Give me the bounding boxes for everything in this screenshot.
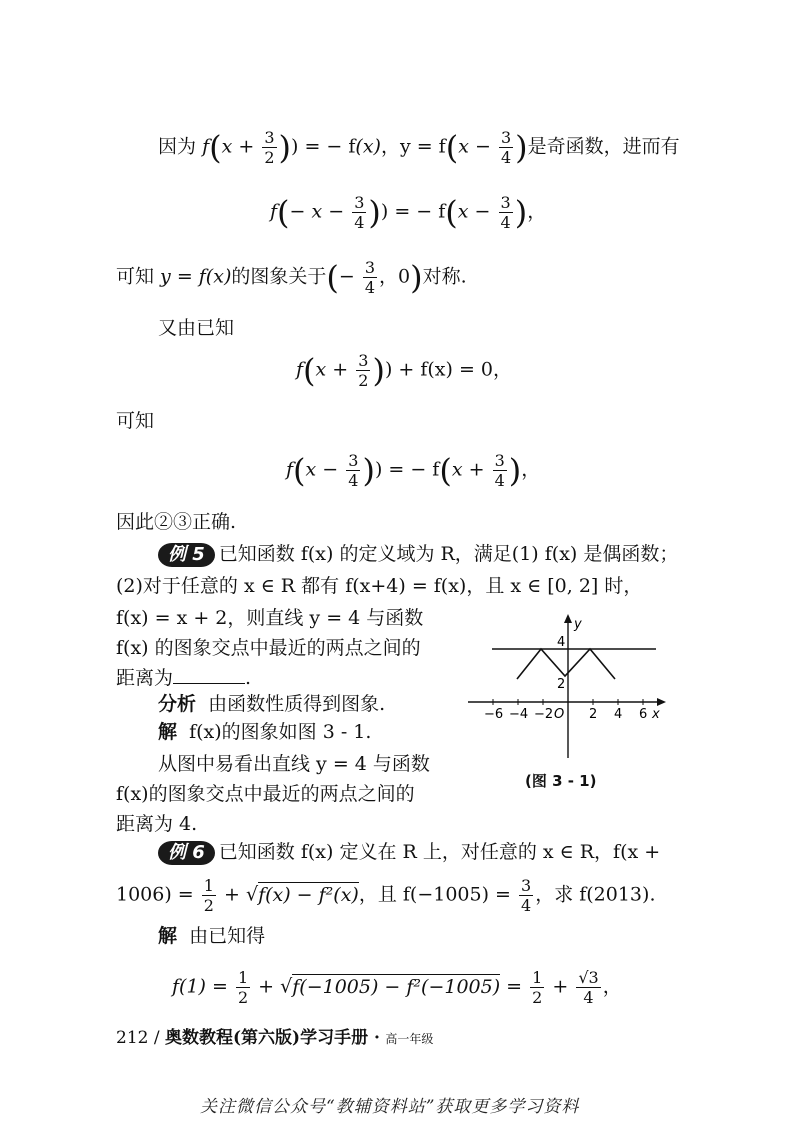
figure-caption: (图 3 - 1) — [525, 772, 597, 790]
book-title: 奥数教程(第六版)学习手册 · — [165, 1028, 380, 1048]
tick-label-y-2: 2 — [557, 677, 566, 692]
tick-label-x: 2 — [589, 707, 598, 722]
math-x-plus: x + — [221, 135, 255, 158]
analysis-line: 分析 由函数性质得到图象. — [158, 693, 386, 715]
tick-label-x: −2 — [534, 707, 554, 722]
text-line-6: 可知 — [116, 410, 155, 432]
example-5-line-4: f(x) 的图象交点中最近的两点之间的 — [116, 637, 421, 659]
text-segment: 因为 — [158, 135, 197, 158]
solution-5-line-1: 解 f(x)的图象如图 3 - 1. — [158, 721, 372, 743]
equation-4: f(1) = $\frac{1}{2}$ + √f(−1005) − f²(−1005) = $\frac{1}{2}$ + $\frac{√3}{4}$ ， — [172, 968, 622, 1007]
equation-2: f(x + $\frac{3}{2}$ )) + f(x) = 0， — [296, 351, 513, 390]
x-axis-arrow — [657, 698, 666, 706]
example-5-badge: 例 5 — [158, 543, 215, 567]
solution-5-line-2: 从图中易看出直线 y = 4 与函数 — [158, 753, 430, 775]
example-5-line-2: (2)对于任意的 x ∈ R 都有 f(x+4) = f(x)，且 x ∈ [0, 2] 时， — [116, 575, 643, 597]
example-6-badge: 例 6 — [158, 841, 215, 865]
tick-label-y-4: 4 — [557, 635, 566, 650]
answer-blank — [173, 665, 245, 684]
watermark-text: 关注微信公众号“教辅资料站”获取更多学习资料 — [200, 1097, 580, 1117]
text-line-1: 因为 f(x + $\frac{3}{2}$ )) = − f(x)，y = f(x − $\frac{3}{4}$ )是奇函数，进而有 — [158, 128, 680, 167]
solution-5-line-3: f(x)的图象交点中最近的两点之间的 — [116, 783, 415, 805]
page-footer — [116, 1023, 433, 1048]
tick-label-x: −6 — [484, 707, 504, 722]
axis-label-y: y — [574, 617, 582, 632]
example-6-line-2: 1006) = $\frac{1}{2}$ + √f(x) − f²(x)，且 f(−1005) = $\frac{3}{4}$ ，求 f(2013). — [116, 876, 656, 915]
page-number: 212 / — [116, 1028, 160, 1048]
text-line-3: 可知 y = f(x)的图象关于(− $\frac{3}{4}$ ，0)对称. — [116, 258, 467, 297]
text-line-4: 又由已知 — [158, 317, 235, 339]
math-text: ，y = f — [380, 135, 446, 158]
y-axis-arrow — [564, 614, 572, 623]
axis-label-x: x — [652, 707, 660, 722]
math-f: f — [202, 135, 210, 158]
grade-label: 高一年级 — [385, 1032, 434, 1046]
math-x-minus: x − — [458, 135, 491, 158]
equation-3: f(x − $\frac{3}{4}$ )) = − f(x + $\frac{3}{4}$ )， — [286, 451, 541, 490]
example-5-line-1: 例 5 已知函数 f(x) 的定义域为 R，满足(1) f(x) 是偶函数； — [158, 540, 678, 568]
example-5-line-5: 距离为 . — [116, 667, 252, 689]
tick-label-x: 4 — [614, 707, 623, 722]
example-6-line-1: 例 6 已知函数 f(x) 定义在 R 上，对任意的 x ∈ R，f(x + — [158, 838, 660, 866]
text-line-8: 因此②③正确. — [116, 511, 237, 533]
solution-5-line-4: 距离为 4. — [116, 813, 198, 835]
fraction: $\frac{3}{2}$ — [264, 128, 275, 167]
example-5-line-3: f(x) = x + 2，则直线 y = 4 与函数 — [116, 607, 424, 629]
math-text: ) = − f — [291, 135, 356, 158]
solution-6-line-1: 解 由已知得 — [158, 925, 266, 947]
fraction: $\frac{3}{4}$ — [500, 128, 512, 167]
text-segment: 是奇函数，进而有 — [527, 135, 680, 158]
tick-label-x: 6 — [639, 707, 648, 722]
tick-label-x: −4 — [509, 707, 529, 722]
function-graph — [517, 649, 615, 679]
origin-label: O — [554, 707, 565, 722]
equation-1: f(− x − $\frac{3}{4}$ )) = − f(x − $\frac{3}{4}$ )， — [270, 193, 547, 232]
